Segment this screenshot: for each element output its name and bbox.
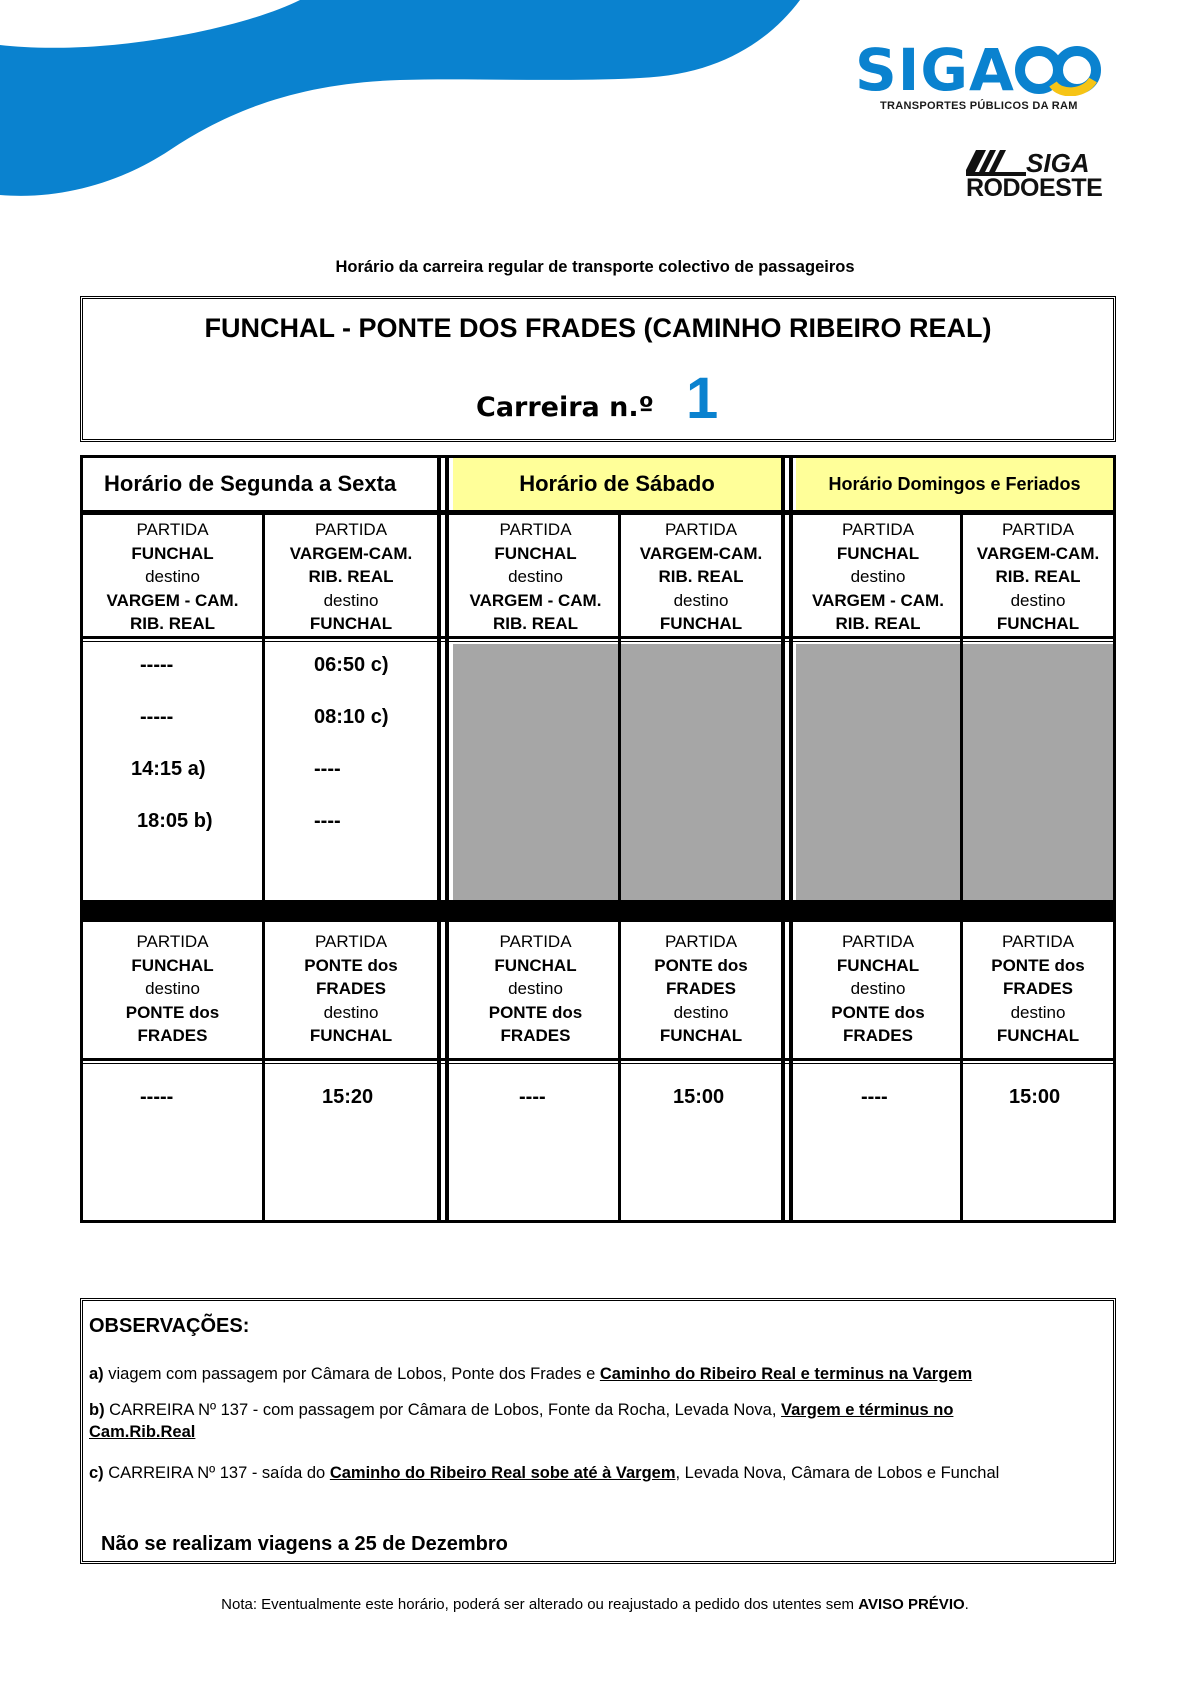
siga-rings-icon — [1013, 44, 1108, 96]
time-cell: 15:00 — [673, 1086, 725, 1108]
row-divider — [83, 1063, 1113, 1064]
time-cell: ---- — [861, 1086, 888, 1108]
weekday-header-label: Horário de Segunda a Sexta — [104, 471, 397, 496]
schedule-grid — [80, 455, 1116, 1223]
blue-wave-decoration — [0, 0, 820, 200]
col-divider — [781, 458, 785, 1220]
col-head-sunday-out: PARTIDA FUNCHAL destino VARGEM - CAM. RIB. REAL — [812, 520, 944, 633]
col-divider — [262, 514, 265, 1220]
col-head-saturday-out: PARTIDA FUNCHAL destino VARGEM - CAM. RIB. REAL — [469, 520, 602, 633]
carreira-number: 1 — [686, 366, 719, 431]
time-cell: ---- — [314, 758, 341, 780]
observacoes-box — [80, 1298, 1116, 1564]
siga-logo — [855, 36, 1105, 120]
note-a: a) viagem com passagem por Câmara de Lobos, Ponte dos Frades e Caminho do Ribeiro Real e terminus na Vargem — [89, 1365, 973, 1383]
time-cell: 14:15 a) — [131, 758, 206, 780]
col-divider — [445, 458, 449, 1220]
time-cell: 15:00 — [1009, 1086, 1061, 1108]
no-trips-notice: Não se realizam viagens a 25 de Dezembro — [101, 1533, 508, 1555]
observacoes-title: OBSERVAÇÕES: — [89, 1315, 250, 1337]
note-c: c) CARREIRA Nº 137 - saída do Caminho do Ribeiro Real sobe até à Vargem, Levada Nova, Câmara de Lobos e Funchal — [89, 1464, 1000, 1482]
footer-note: Nota: Eventualmente este horário, poderá ser alterado ou reajustado a pedido dos utentes sem AVISO PRÉVIO. — [221, 1596, 969, 1613]
time-cell: ---- — [519, 1086, 546, 1108]
route-title: FUNCHAL - PONTE DOS FRADES (CAMINHO RIBEIRO REAL) — [204, 313, 992, 343]
sunday-header-label: Horário Domingos e Feriados — [828, 473, 1081, 494]
siga-tagline: TRANSPORTES PÚBLICOS DA RAM — [880, 100, 1078, 112]
time-cell: ----- — [140, 706, 174, 728]
rodoeste-text: RODOESTE — [966, 174, 1103, 202]
col-divider — [960, 514, 963, 1220]
carreira-label: Carreira n.º — [476, 392, 654, 423]
saturday-header — [453, 458, 781, 510]
note-b: b) CARREIRA Nº 137 - com passagem por Câmara de Lobos, Fonte da Rocha, Levada Nova, Vargem e términus no Cam.Rib.Real — [89, 1401, 954, 1441]
col-head-saturday-in: PARTIDA VARGEM-CAM. RIB. REAL destino FUNCHAL — [639, 520, 763, 633]
time-cell: ----- — [140, 1086, 174, 1108]
col-head-weekday-in-2: PARTIDA PONTE dos FRADES destino FUNCHAL — [304, 932, 398, 1045]
col-head-sunday-in: PARTIDA VARGEM-CAM. RIB. REAL destino FUNCHAL — [976, 520, 1100, 633]
time-cell: 06:50 c) — [314, 654, 389, 676]
row-divider — [83, 636, 1113, 639]
col-head-weekday-in: PARTIDA VARGEM-CAM. RIB. REAL destino FUNCHAL — [289, 520, 413, 633]
document-subtitle: Horário da carreira regular de transporte colectivo de passageiros — [335, 258, 855, 276]
siga-rodoeste-logo — [966, 150, 1101, 205]
siga-logo-text: SIGA — [855, 36, 1015, 104]
time-cell: ---- — [314, 810, 341, 832]
saturday-no-service — [453, 644, 781, 909]
section-divider — [83, 900, 1113, 918]
col-head-saturday-out-2: PARTIDA FUNCHAL destino PONTE dos FRADES — [488, 932, 583, 1045]
saturday-header-label: Horário de Sábado — [519, 471, 715, 496]
col-head-sunday-out-2: PARTIDA FUNCHAL destino PONTE dos FRADES — [831, 932, 925, 1045]
row-divider — [83, 918, 1113, 922]
sunday-no-service — [796, 644, 1113, 909]
rodoeste-siga-text: SIGA — [1026, 148, 1090, 178]
col-head-saturday-in-2: PARTIDA PONTE dos FRADES destino FUNCHAL — [654, 932, 748, 1045]
sunday-header — [796, 458, 1113, 510]
col-head-weekday-out-2: PARTIDA FUNCHAL destino PONTE dos FRADES — [125, 932, 220, 1045]
row-divider — [83, 510, 1113, 515]
time-cell: 18:05 b) — [137, 810, 213, 832]
col-divider — [437, 458, 441, 1220]
time-cell: ----- — [140, 654, 174, 676]
time-cell: 08:10 c) — [314, 706, 389, 728]
row-divider — [83, 1058, 1113, 1061]
col-head-sunday-in-2: PARTIDA PONTE dos FRADES destino FUNCHAL — [991, 932, 1085, 1045]
col-divider — [789, 458, 793, 1220]
weekday-header — [83, 458, 437, 510]
time-cell: 15:20 — [322, 1086, 374, 1108]
row-divider — [83, 641, 1113, 642]
col-divider — [618, 514, 621, 1220]
col-head-weekday-out: PARTIDA FUNCHAL destino VARGEM - CAM. RIB. REAL — [106, 520, 239, 633]
